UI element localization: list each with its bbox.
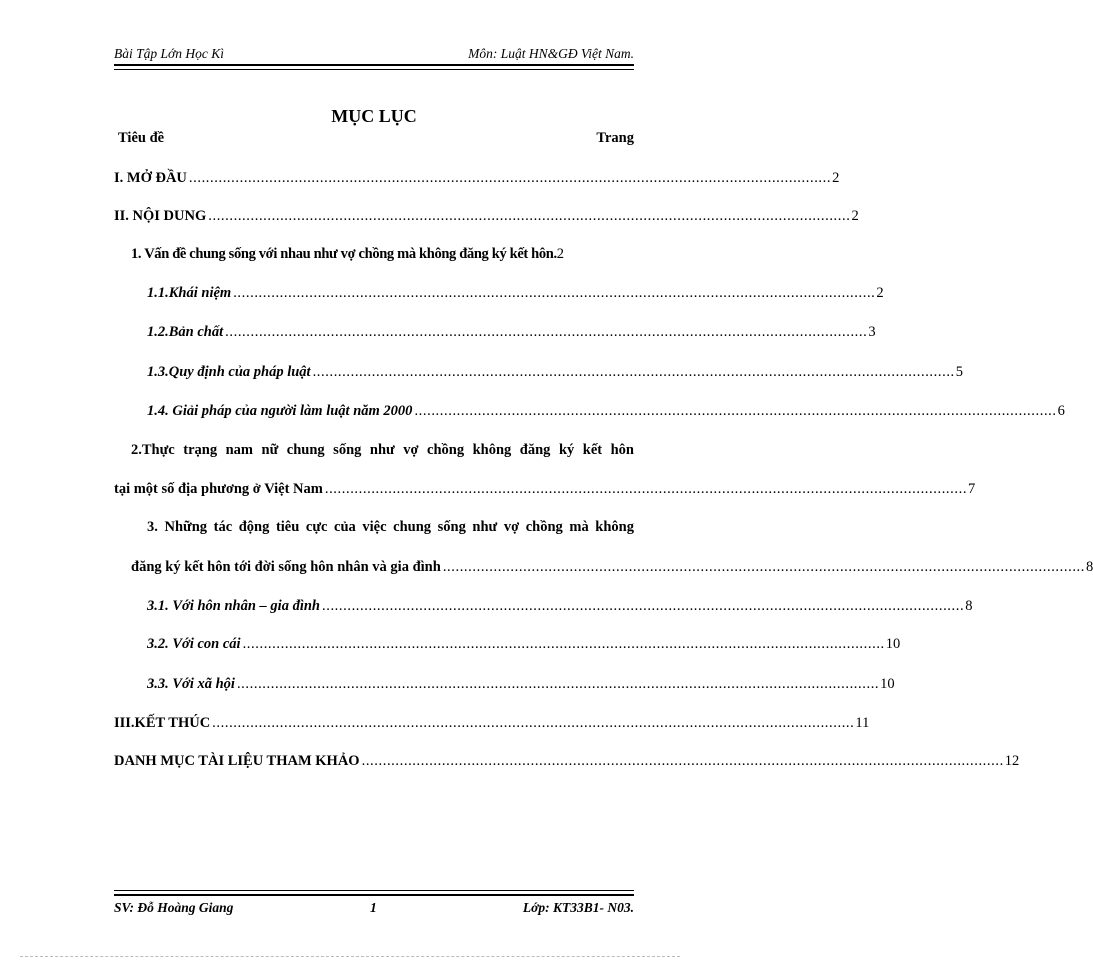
toc-entry-text: 1.4. Giải pháp của người làm luật năm 2000 bbox=[147, 403, 413, 419]
toc-entry-text: 1.2.Bản chất bbox=[147, 324, 224, 340]
toc-entry-3-1[interactable] bbox=[147, 598, 973, 615]
toc-leader-dots: ........................................................................................................................................................ bbox=[233, 285, 876, 301]
toc-entry-page: 12 bbox=[1004, 753, 1020, 769]
footer-page-number: 1 bbox=[370, 900, 377, 915]
toc-entry-text: tại một số địa phương ở Việt Nam bbox=[114, 481, 323, 497]
page-header bbox=[114, 40, 634, 62]
toc-column-headers bbox=[114, 130, 634, 147]
toc-entry-text: 3. Những tác động tiêu cực của việc chung sống như vợ chồng mà không bbox=[147, 519, 634, 535]
toc-entry-page: 3 bbox=[868, 324, 876, 340]
toc-entry-page: 2 bbox=[556, 246, 565, 262]
footer-rule bbox=[114, 890, 634, 896]
toc-entry-section-3-line-1[interactable] bbox=[147, 519, 634, 536]
toc-entry-page: 5 bbox=[955, 364, 964, 380]
toc-leader-dots: ........................................................................................................................................................ bbox=[324, 481, 968, 497]
toc-entry-page: 2 bbox=[876, 285, 884, 301]
toc-column-title: Tiêu đề bbox=[118, 130, 165, 146]
toc-leader-dots: ........................................................................................................................................................ bbox=[225, 324, 868, 340]
toc-entry-section-1[interactable] bbox=[131, 246, 634, 263]
toc-leader-dots: ........................................................................................................................................................ bbox=[414, 403, 1057, 419]
toc-entry-text: I. MỞ ĐẦU bbox=[114, 170, 187, 186]
header-course-label: Bài Tập Lớn Học Kì bbox=[114, 46, 224, 61]
toc-entry-1-2[interactable] bbox=[147, 324, 876, 341]
toc-leader-dots: ........................................................................................................................................................ bbox=[188, 170, 832, 186]
toc-entry-1-1[interactable] bbox=[147, 285, 884, 302]
toc-entry-mo-dau[interactable] bbox=[114, 170, 840, 187]
toc-entry-ket-thuc[interactable] bbox=[114, 715, 870, 732]
toc-leader-dots: ........................................................................................................................................................ bbox=[322, 598, 965, 614]
header-subject-label: Môn: Luật HN&GĐ Việt Nam. bbox=[468, 46, 634, 61]
header-rule bbox=[114, 64, 634, 70]
toc-entry-text: 1.1.Khái niệm bbox=[147, 285, 232, 301]
toc-leader-dots: ........................................................................................................................................................ bbox=[212, 715, 855, 731]
toc-entry-3-3[interactable] bbox=[147, 676, 895, 693]
toc-leader-dots: ........................................................................................................................................................ bbox=[312, 364, 955, 380]
toc-entry-text: 3.2. Với con cái bbox=[147, 636, 241, 652]
toc-leader-dots: ........................................................................................................................................................ bbox=[236, 676, 880, 692]
toc-entry-page: 10 bbox=[880, 676, 895, 692]
toc-entry-tai-lieu[interactable] bbox=[114, 753, 1020, 770]
page-bottom-dashed-line bbox=[20, 956, 680, 957]
toc-entry-1-3[interactable] bbox=[147, 364, 964, 381]
toc-entry-page: 2 bbox=[851, 208, 859, 224]
footer-student-name: SV: Đỗ Hoàng Giang bbox=[114, 900, 234, 915]
toc-entry-3-2[interactable] bbox=[147, 636, 901, 653]
toc-entry-text: đăng ký kết hôn tới đời sống hôn nhân và gia đình bbox=[131, 559, 441, 575]
toc-entry-text: 2.Thực trạng nam nữ chung sống như vợ chồng không đăng ký kết hôn bbox=[131, 442, 634, 458]
toc-entry-page: 8 bbox=[965, 598, 973, 614]
toc-entry-text: 3.1. Với hôn nhân – gia đình bbox=[147, 598, 320, 614]
toc-entry-page: 8 bbox=[1086, 559, 1093, 575]
toc-column-page: Trang bbox=[596, 130, 634, 146]
toc-entry-text: II. NỘI DUNG bbox=[114, 208, 207, 224]
toc-leader-dots: ........................................................................................................................................................ bbox=[208, 208, 851, 224]
toc-leader-dots: ........................................................................................................................................................ bbox=[361, 753, 1004, 769]
toc-entry-section-2-line-1[interactable] bbox=[131, 442, 634, 459]
toc-entry-section-2-line-2[interactable] bbox=[114, 481, 976, 498]
footer-class-label: Lớp: KT33B1- N03. bbox=[522, 900, 634, 915]
toc-entry-page: 6 bbox=[1057, 403, 1065, 419]
toc-entry-page: 7 bbox=[968, 481, 976, 497]
toc-entry-page: 11 bbox=[855, 715, 870, 731]
toc-entry-noi-dung[interactable] bbox=[114, 208, 859, 225]
toc-entry-text: III.KẾT THÚC bbox=[114, 715, 211, 731]
toc-entry-1-4[interactable] bbox=[147, 403, 1065, 420]
toc-leader-dots: ........................................................................................................................................................ bbox=[242, 636, 885, 652]
page-title: MỤC LỤC bbox=[331, 106, 417, 126]
toc-entry-text: DANH MỤC TÀI LIỆU THAM KHẢO bbox=[114, 753, 360, 769]
toc-entry-page: 10 bbox=[885, 636, 901, 652]
toc-entry-page: 2 bbox=[832, 170, 840, 186]
toc-entry-section-3-line-2[interactable] bbox=[131, 559, 1093, 576]
toc-entry-text: 3.3. Với xã hội bbox=[147, 676, 235, 692]
toc-leader-dots: ........................................................................................................................................................ bbox=[442, 559, 1086, 575]
toc-entry-text: 1. Vấn đề chung sống với nhau như vợ chồng mà không đăng ký kết hôn. bbox=[131, 246, 557, 262]
toc-entry-text: 1.3.Quy định của pháp luật bbox=[147, 364, 311, 380]
